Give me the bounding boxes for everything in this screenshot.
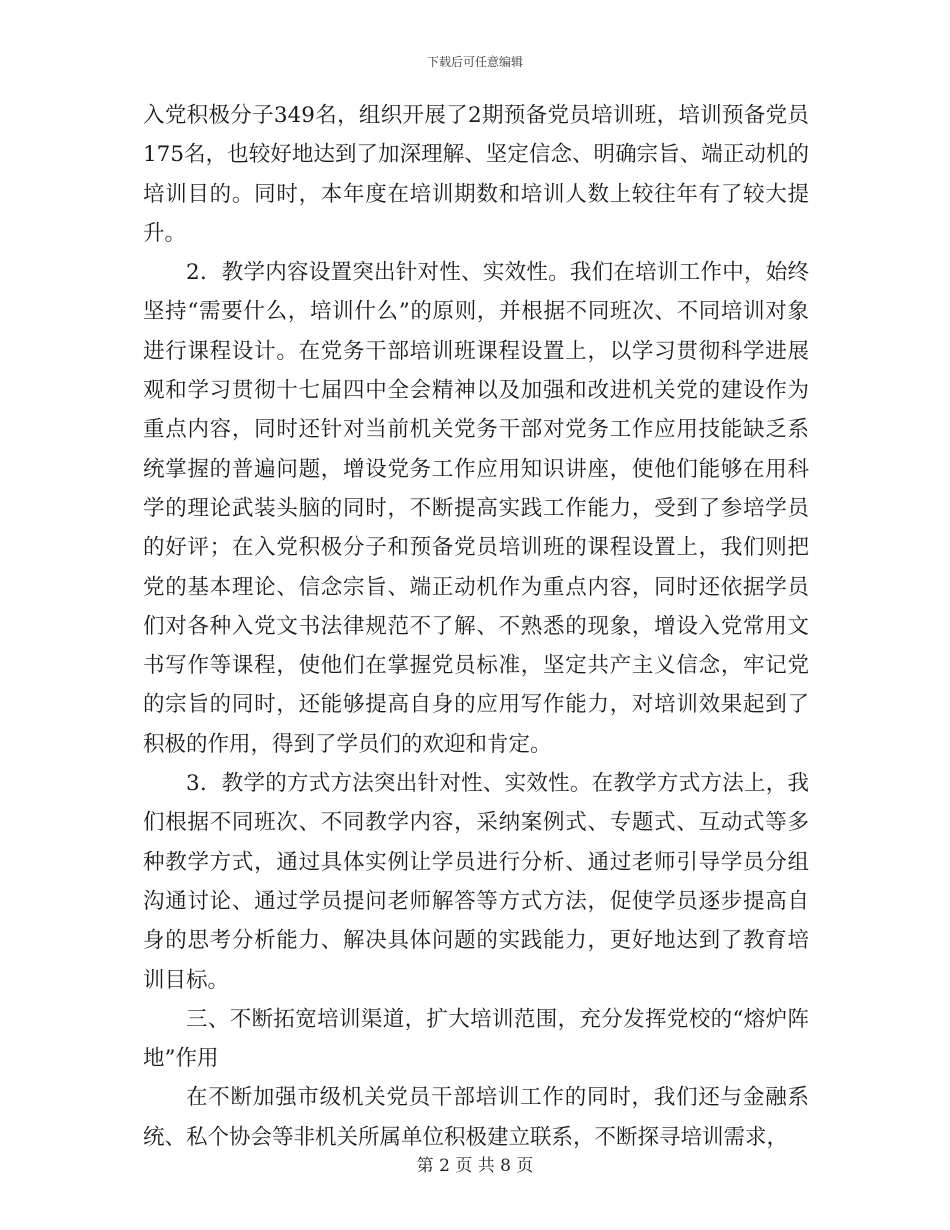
document-body: [143, 96, 809, 1157]
paragraph-3-teaching-methods: 3．教学的方式方法突出针对性、实效性。在教学方式方法上，我们根据不同班次、不同教学内容，采纳案例式、专题式、互动式等多种教学方式，通过具体实例让学员进行分析、通过老师引导学员分组沟通讨论、通过学员提问老师解答等方式方法，促使学员逐步提高自身的思考分析能力、解决具体问题的实践能力，更好地达到了教育培训目标。: [143, 771, 809, 993]
page-footer: 第 2 页 共 8 页: [416, 1156, 534, 1176]
section-heading-3: 三、不断拓宽培训渠道，扩大培训范围，充分发挥党校的“熔炉阵地”作用: [143, 1006, 809, 1072]
page-header: 下载后可任意编辑: [426, 55, 523, 69]
paragraph-4-expansion: 在不断加强市级机关党员干部培训工作的同时，我们还与金融系统、私个协会等非机关所属单位积极建立联系，不断探寻培训需求，: [143, 1085, 809, 1150]
paragraph-1-continuation: 入党积极分子349名，组织开展了2期预备党员培训班，培训预备党员175名，也较好地达到了加深理解、坚定信念、明确宗旨、端正动机的培训目的。同时，本年度在培训期数和培训人数上较往年有了较大提升。: [143, 103, 809, 246]
paragraph-2-teaching-content: 2．教学内容设置突出针对性、实效性。我们在培训工作中，始终坚持“需要什么，培训什么”的原则，并根据不同班次、不同培训对象进行课程设计。在党务干部培训班课程设置上，以学习贯彻科学进展观和学习贯彻十七届四中全会精神以及加强和改进机关党的建设作为重点内容，同时还针对当前机关党务干部对党务工作应用技能缺乏系统掌握的普遍问题，增设党务工作应用知识讲座，使他们能够在用科学的理论武装头脑的同时，不断提高实践工作能力，受到了参培学员的好评；在入党积极分子和预备党员培训班的课程设置上，我们则把党的基本理论、信念宗旨、端正动机作为重点内容，同时还依据学员们对各种入党文书法律规范不了解、不熟悉的现象，增设入党常用文书写作等课程，使他们在掌握党员标准，坚定共产主义信念，牢记党的宗旨的同时，还能够提高自身的应用写作能力，对培训效果起到了积极的作用，得到了学员们的欢迎和肯定。: [143, 260, 809, 757]
